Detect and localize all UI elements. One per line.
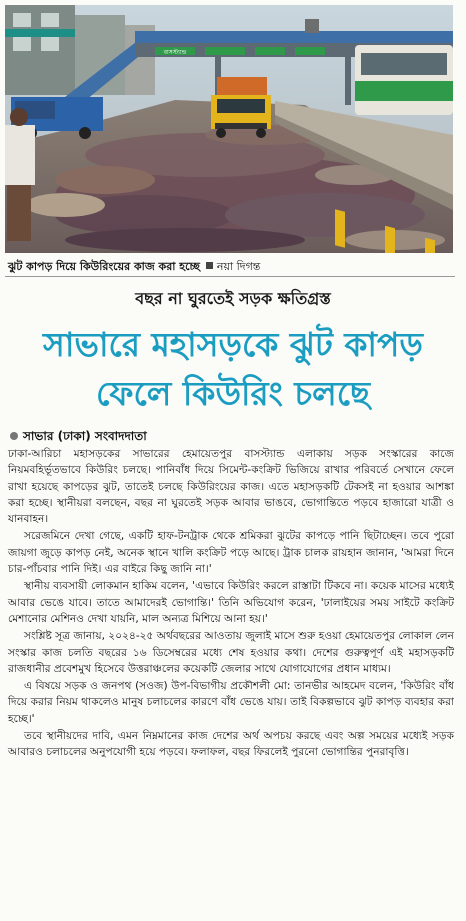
paragraph: সংশ্লিষ্ট সূত্র জানায়, ২০২৪-২৫ অর্থবছরের আওতায় জুলাই মাসে শুরু হওয়া হেমায়েতপুর লোকাল লেন সংস্কার কাজ চলতি বছরের ১৬ ডিসেম্বরের মধ্যে শেষ হওয়ার কথা। দেশের গুরুত্বপূর্ণ এই মহাসড়কটি রাজধানীর প্রবেশমুখ হিসেবে উত্তরাঞ্চলের কয়েকটি জেলার সাথে যোগাযোগের প্রধান মাধ্যম। [8,630,454,675]
bus-stop-sign-text: বাসস্ট্যান্ড [163,49,187,56]
byline [10,428,147,448]
byline-text: সাভার (ঢাকা) সংবাদদাতা [23,429,147,443]
headline-line-1: সাভারে মহাসড়কে ঝুট কাপড় [43,325,423,364]
paragraph: ঢাকা-আরিচা মহাসড়কের সাভারের হেমায়েতপুর বাসস্ট্যান্ড এলাকায় সড়ক সংস্কারের কাজে নিয়মবহির্ভূতভাবে কিউরিং চলছে। পানিবাঁধ দিয়ে সিমেন্ট-কংক্রিট ভিজিয়ে রাখার পরিবর্তে সেখানে ফেলে রাখা হয়েছে কাপড়ের ঝুট, তাতেই চলছে কিউরিংয়ের কাজ। এতে মহাসড়কটি টেকসই না হওয়ার আশঙ্কা করা হচ্ছে। স্থানীয়রা বলছেন, বছর না ঘুরতেই সড়ক আবার ভাঙবে, ভোগান্তিতে পড়বে হাজারো যাত্রী ও যানবাহন। [8,448,454,526]
green-bus [355,45,453,115]
caption-text: ঝুট কাপড় দিয়ে কিউরিংয়ের কাজ করা হচ্ছে [8,260,200,273]
photo-caption [8,258,448,277]
article-body [8,446,454,762]
paragraph: এ বিষয়ে সড়ক ও জনপথ (সওজ) উপ-বিভাগীয় প্রকৌশলী মো: তানভীর আহমেদ বলেন, 'কিউরিং বাঁধ দিয়ে করার নিয়ম থাকলেও মানুষ চলাচলের কারণে বাঁধ ভেঙে যায়। তাই বিকল্পভাবে ঝুট কাপড় ব্যবহার করা হচ্ছে।' [8,680,454,725]
paragraph: সরেজমিনে দেখা গেছে, একটি হাফ-টনট্রাক থেকে শ্রমিকরা ঝুটের কাপড়ে পানি ছিটাচ্ছেন। তবে পুরো জায়গা জুড়ে কাপড় নেই, অনেক স্থানে খালি কংক্রিট পড়ে আছে। ট্রাক চালক রায়হান জানান, 'আমরা দিনে চার-পাঁচবার পানি দিই। এর বাইরে কিছু জানি না।' [8,530,454,576]
paragraph: স্থানীয় ব্যবসায়ী লোকমান হাকিম বলেন, 'এভাবে কিউরিং করলে রাস্তাটা টিকবে না। কয়েক মাসের মধ্যেই আবার ভেঙে যাবে। তাতে আমাদেরই ভোগান্তি।' তিনি অভিযোগ করেন, 'ঢালাইয়ের সময় সাইটে কংক্রিট মেশানোর মেশিনও দেখা যায়নি, মাল অন্যত্র মিশিয়ে আনা হয়।' [8,580,454,625]
caption-divider [5,276,455,277]
kicker-headline: বছর না ঘুরতেই সড়ক ক্ষতিগ্রস্ত [135,289,331,308]
headline-line-2: ফেলে কিউরিং চলছে [95,374,371,413]
caption-source: নয়া দিগন্ত [216,260,261,273]
news-photo [5,5,453,253]
bullet-icon [10,432,18,440]
road-curing-photo [5,5,453,253]
worker-figure [5,108,35,241]
water-truck [211,77,271,138]
paragraph: তবে স্থানীয়দের দাবি, এমন নিম্নমানের কাজ দেশের অর্থ অপচয় করছে এবং অল্প সময়ের মধ্যেই সড়ক আবারও চলাচলের অনুপযোগী হয়ে পড়বে। ফলাফল, বছর ফিরলেই পুরনো ভোগান্তির পুনরাবৃত্তি। [8,730,454,759]
separator-square-icon [206,262,213,269]
